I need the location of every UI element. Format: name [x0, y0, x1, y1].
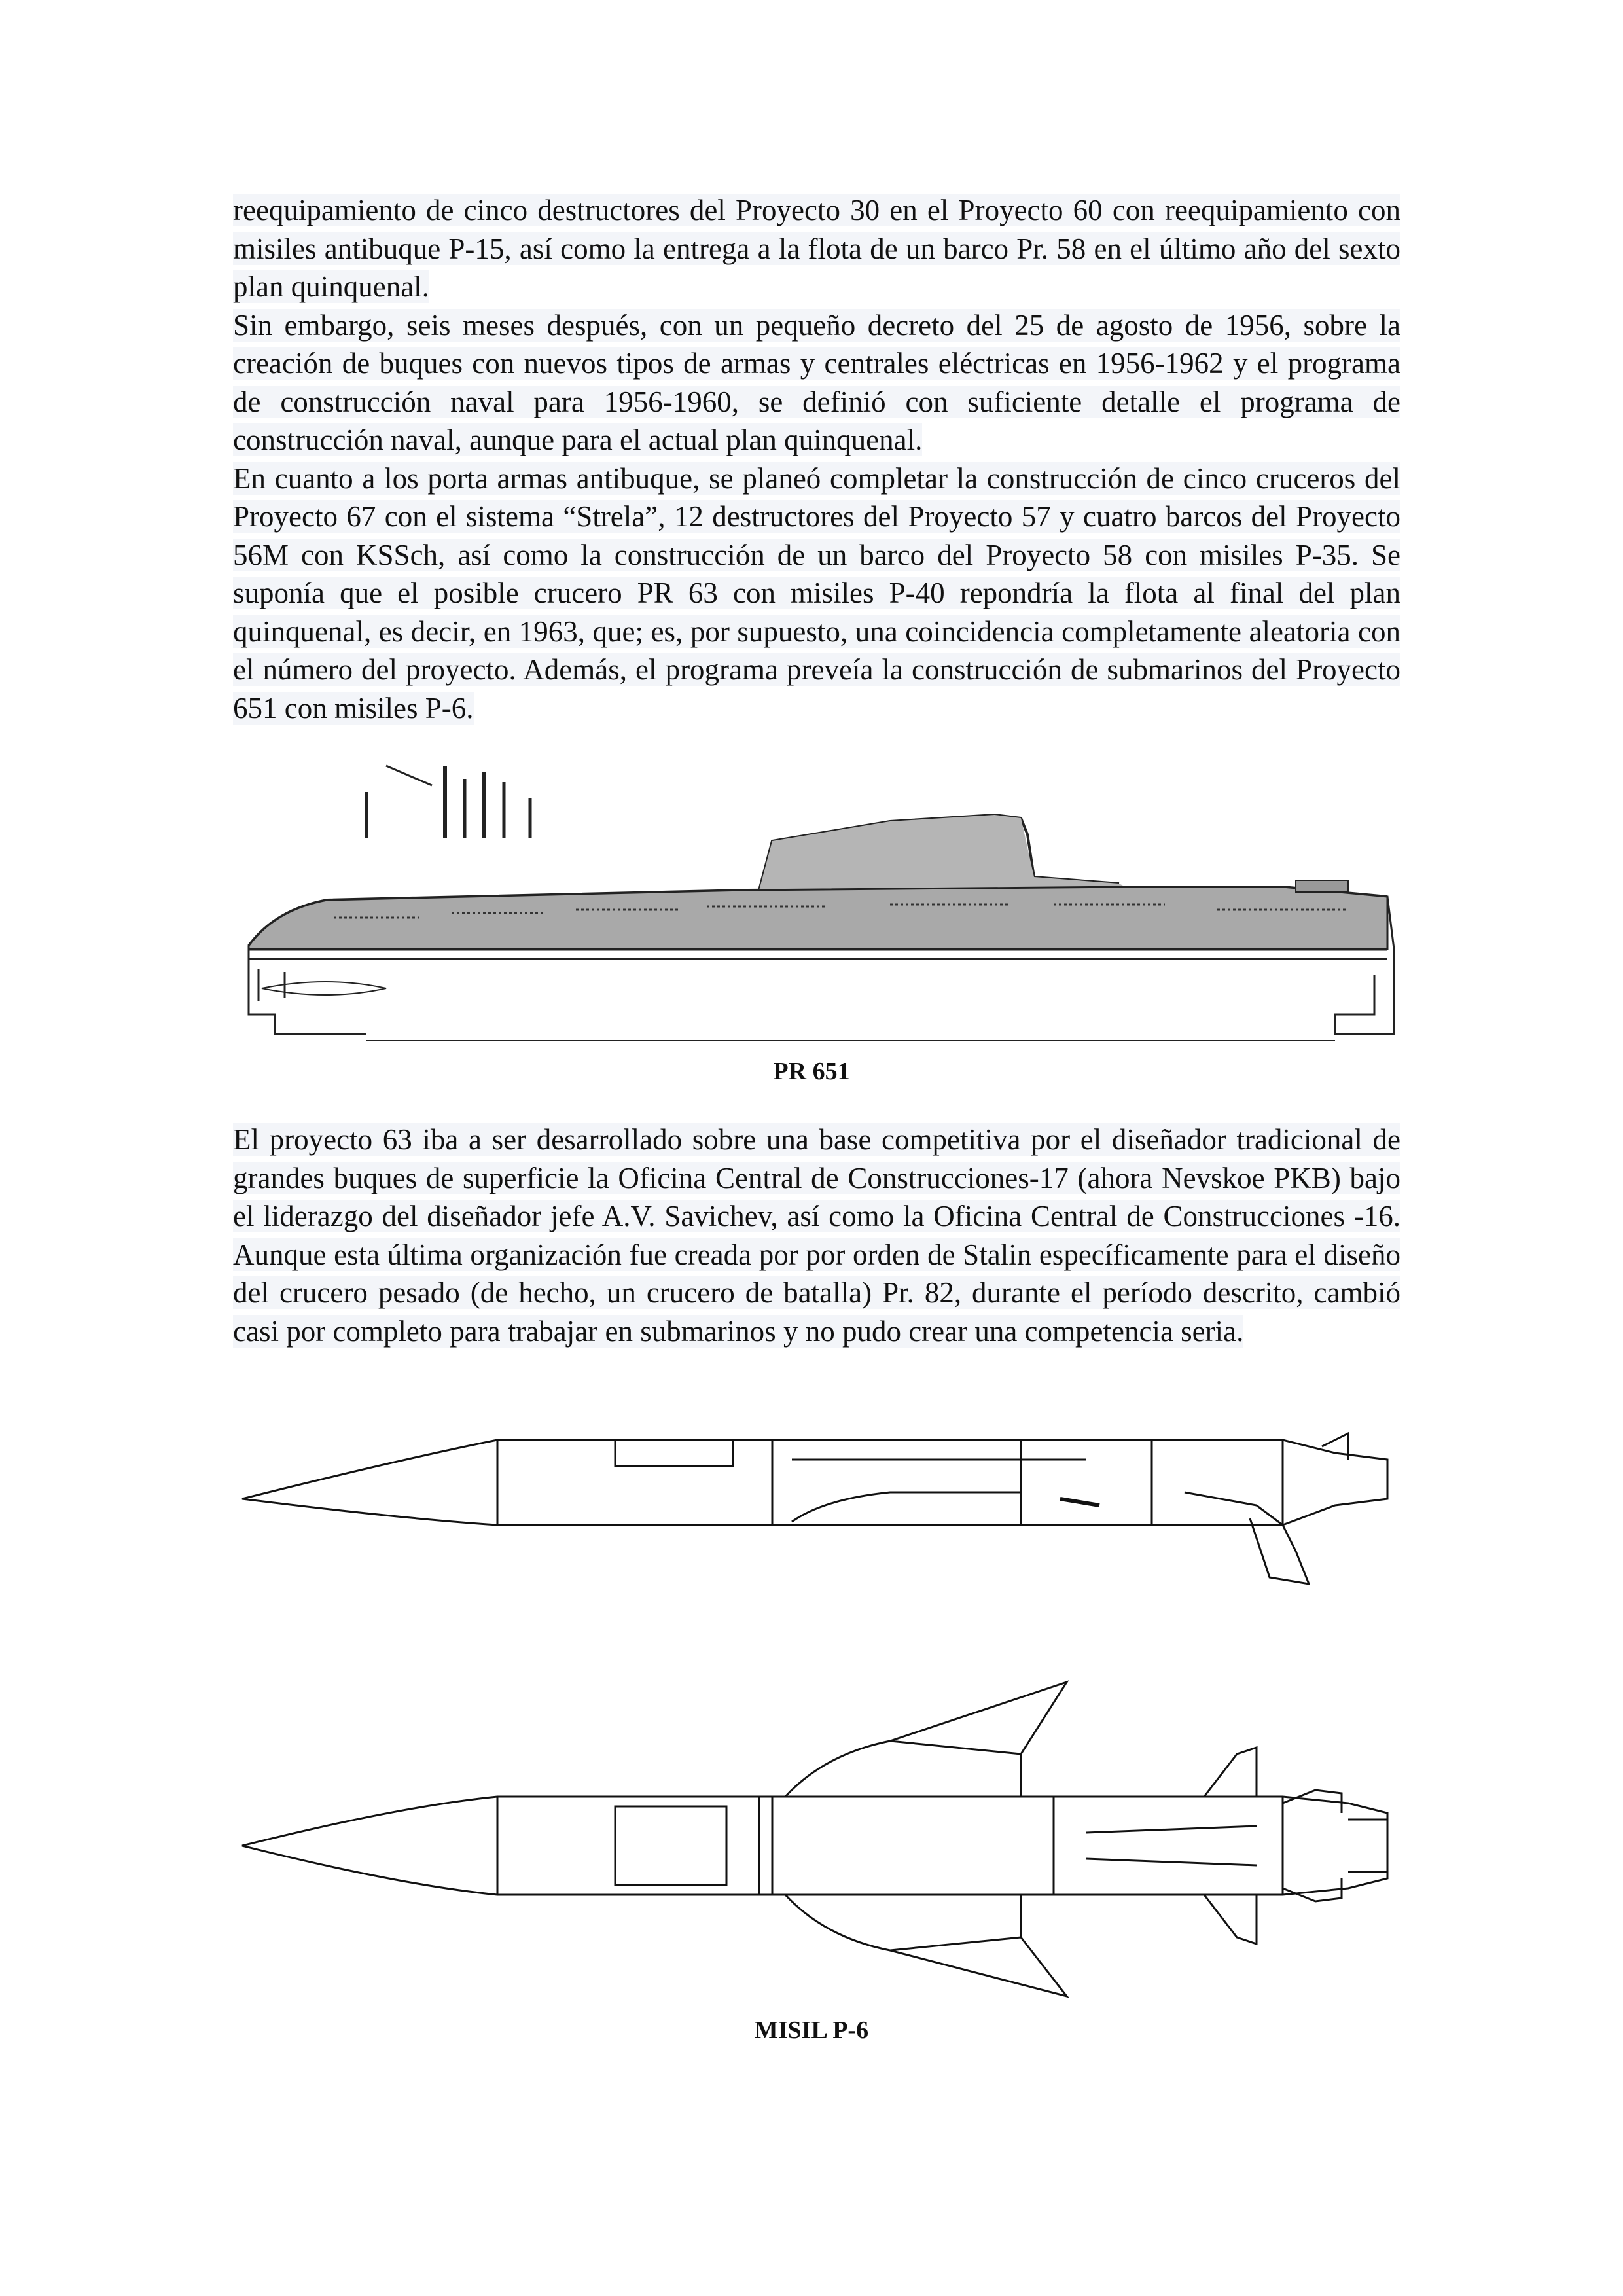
paragraph: Sin embargo, seis meses después, con un pequeño decreto del 25 de agosto de 1956, sobre la creación de buques con nuevos tipos de armas y centrales eléctricas en 1956-1962 y el programa de construcción naval para 1956-1960, se definió con suficiente detalle el programa de construcción naval, aunque para el actual plan quinquenal. [233, 308, 1400, 456]
paragraph: El proyecto 63 iba a ser desarrollado sobre una base competitiva por el diseñador tradicional de grandes buques de superficie la Oficina Central de Construcciones-17 (ahora Nevskoe PKB) bajo el liderazgo del diseñador jefe A.V. Savichev, así como la Oficina Central de Construcciones -16. Aunque esta última organización fue creada por por orden de Stalin específicamente para el diseño del crucero pesado (de hecho, un crucero de batalla) Pr. 82, durante el período descrito, cambió casi por completo para trabajar en submarinos y no pudo crear una competencia seria. [233, 1123, 1400, 1348]
text-block-2 [233, 1121, 1400, 1350]
submarine-drawing [236, 753, 1400, 1054]
paragraph: En cuanto a los porta armas antibuque, se planeó completar la construcción de cinco cruceros del Proyecto 67 con el sistema “Strela”, 12 destructores del Proyecto 57 y cuatro barcos del Proyecto 56M con KSSch, así como la construcción de un barco del Proyecto 58 con misiles P-35. Se suponía que el posible crucero PR 63 con misiles P-40 repondría la flota al final del plan quinquenal, es decir, en 1963, que; es, por supuesto, una coincidencia completamente aleatoria con el número del proyecto. Además, el programa preveía la construcción de submarinos del Proyecto 651 con misiles P-6. [233, 461, 1400, 725]
missile-top-view-drawing [236, 1420, 1400, 1617]
missile-side-view-drawing [236, 1662, 1400, 2003]
text-block-1 [233, 191, 1400, 727]
figure-caption-missile: MISIL P-6 [754, 2017, 869, 2044]
figure-caption-submarine: PR 651 [773, 1058, 850, 1085]
paragraph: reequipamiento de cinco destructores del Proyecto 30 en el Proyecto 60 con reequipamiento con misiles antibuque P-15, así como la entrega a la flota de un barco Pr. 58 en el último año del sexto plan quinquenal. [233, 194, 1400, 303]
